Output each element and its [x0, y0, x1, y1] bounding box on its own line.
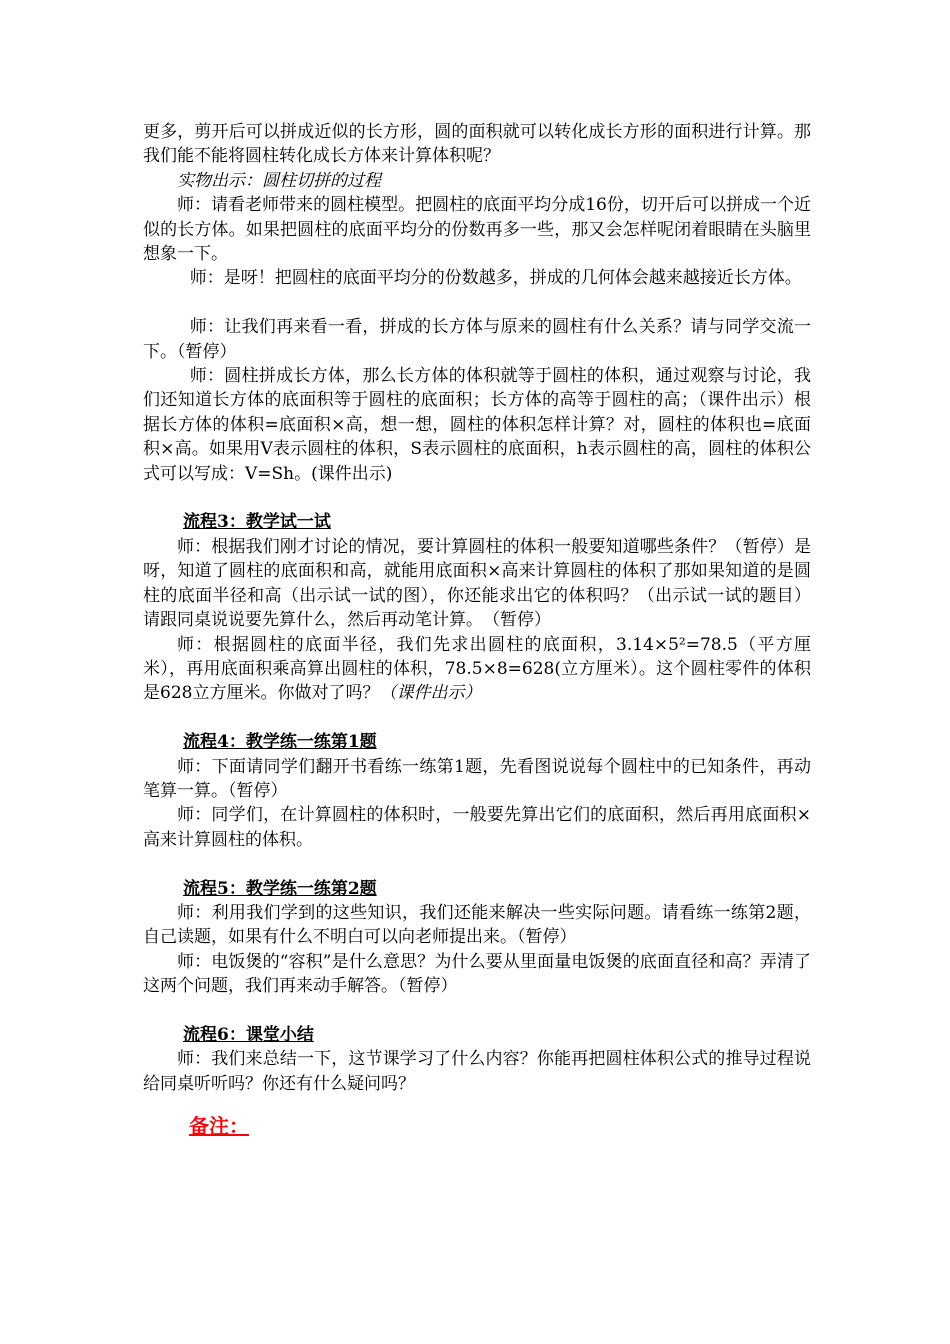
section-5-paragraph-1: 师：利用我们学到的这些知识，我们还能来解决一些实际问题。请看练一练第2题，自己读题，如果有什么不明白可以向老师提出来。（暂停）	[143, 902, 811, 948]
section-3-paragraph-2-italic: （课件出示）	[379, 683, 482, 704]
spacer	[143, 999, 811, 1023]
section-3-paragraph-2-main: 师：根据圆柱的底面半径，我们先求出圆柱的底面积，3.14×5²=78.5（平方厘米），再用底面积乘高算出圆柱的体积，78.5×8=628(立方厘米）。这个圆柱零件的体积是628立方厘米。你做对了吗？	[143, 634, 811, 704]
section-3-paragraph-1: 师：根据我们刚才讨论的情况，要计算圆柱的体积一般要知道哪些条件？（暂停）是呀，知道了圆柱的底面积和高，就能用底面积×高来计算圆柱的体积了那如果知道的是圆柱的底面半径和高（出示试一试的图），你还能求出它的体积吗？（出示试一试的题目）请跟同桌说说要先算什么，然后再动笔计算。 （暂停）	[143, 536, 811, 631]
paragraph-teacher-relation: 师：让我们再来看一看，拼成的长方体与原来的圆柱有什么关系？请与同学交流一下。（暂停）	[143, 317, 811, 362]
section-5-paragraph-2: 师：电饭煲的“容积”是什么意思？为什么要从里面量电饭煲的底面直径和高？弄清了这两个问题，我们再来动手解答。（暂停）	[143, 951, 811, 997]
paragraph-teacher-formula: 师：圆柱拼成长方体，那么长方体的体积就等于圆柱的体积，通过观察与讨论，我们还知道长方体的底面积等于圆柱的底面积；长方体的高等于圆柱的高；（课件出示）根据长方体的体积=底面积×高，想一想，圆柱的体积怎样计算？对，圆柱的体积也=底面积×高。如果用V表示圆柱的体积，S表示圆柱的底面积，h表示圆柱的高，圆柱的体积公式可以写成：V=Sh。(课件出示)	[143, 366, 811, 484]
paragraph-teacher-model: 师：请看老师带来的圆柱模型。把圆柱的底面平均分成16份，切开后可以拼成一个近似的长方体。如果把圆柱的底面平均分的份数再多一些，那又会怎样呢闭着眼睛在头脑里想象一下。	[143, 195, 811, 265]
note-label: 备注：	[189, 1114, 249, 1139]
section-4-paragraph-1: 师：下面请同学们翻开书看练一练第1题，先看图说说每个圆柱中的已知条件，再动笔算一算。（暂停）	[143, 756, 811, 801]
paragraph-demo-caption: 实物出示：圆柱切拼的过程	[177, 170, 381, 191]
section-3-paragraph-2	[143, 633, 811, 706]
spacer	[143, 706, 811, 730]
section-heading-3: 流程3：教学试一试	[183, 512, 331, 533]
paragraph-teacher-approach: 师：是呀！把圆柱的底面平均分的份数越多，拼成的几何体会越来越接近长方体。	[189, 268, 802, 289]
spacer	[143, 486, 811, 510]
paragraph-intro: 更多，剪开后可以拼成近似的长方形，圆的面积就可以转化成长方形的面积进行计算。那我们能不能将圆柱转化成长方体来计算体积呢？	[143, 122, 811, 167]
section-heading-5: 流程5：教学练一练第2题	[183, 878, 377, 899]
section-heading-4: 流程4：教学练一练第1题	[183, 732, 377, 753]
spacer	[143, 291, 811, 315]
section-6-paragraph-1: 师：我们来总结一下，这节课学习了什么内容？你能再把圆柱体积公式的推导过程说给同桌听听吗？你还有什么疑问吗？	[143, 1049, 811, 1094]
document-page	[143, 120, 811, 1139]
section-heading-6: 流程6：课堂小结	[183, 1024, 314, 1045]
spacer	[143, 852, 811, 876]
section-4-paragraph-2: 师：同学们，在计算圆柱的体积时，一般要先算出它们的底面积，然后再用底面积×高来计算圆柱的体积。	[143, 805, 811, 850]
